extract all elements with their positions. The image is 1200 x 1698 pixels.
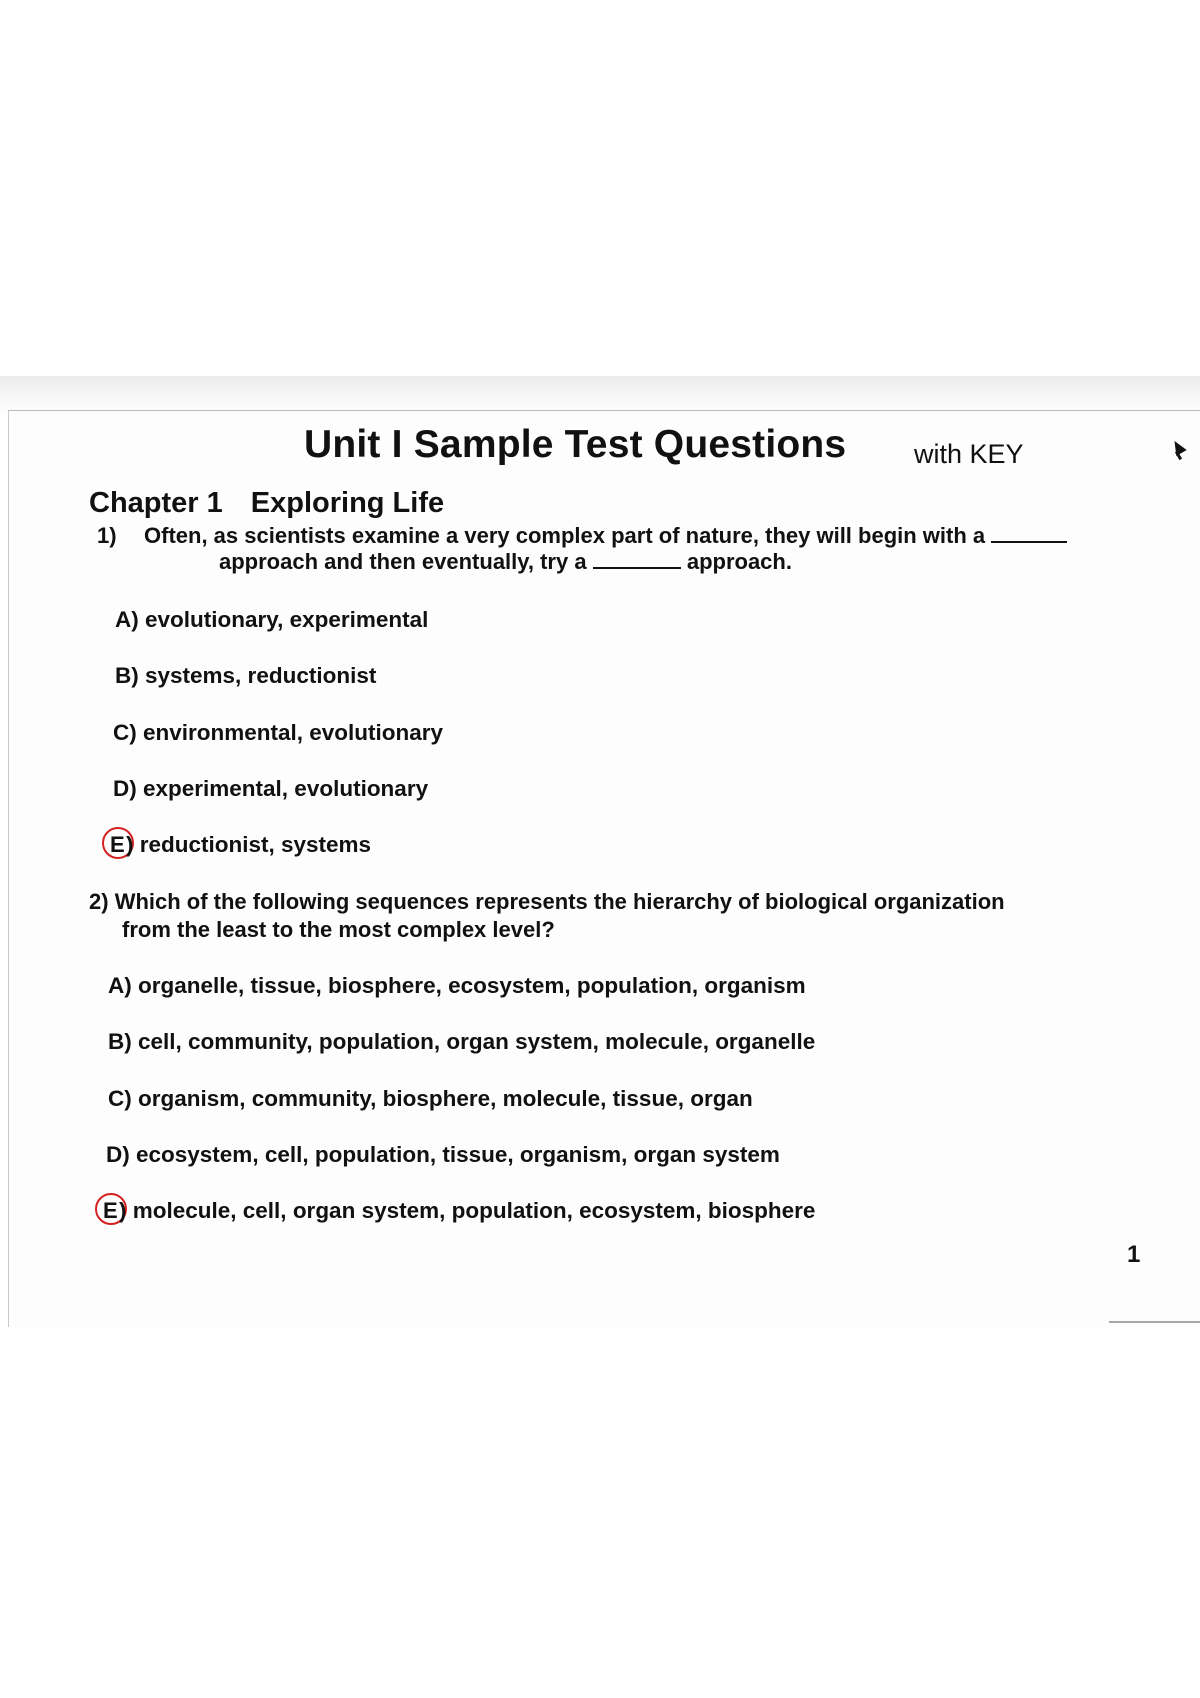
q1-option-c: C) environmental, evolutionary — [113, 720, 444, 745]
question-1-text-2a: approach and then eventually, try a — [219, 549, 587, 574]
q2-option-e: ) molecule, cell, organ system, population, ecosystem, biosphere — [119, 1198, 816, 1223]
q2-option-c: C) organism, community, biosphere, molecule, tissue, organ — [108, 1086, 753, 1111]
q2-option-a: A) organelle, tissue, biosphere, ecosystem, population, organism — [108, 973, 806, 998]
question-1-text-2b: approach. — [686, 549, 792, 574]
page-number: 1 — [1127, 1241, 1141, 1268]
question-1-number: 1) — [97, 523, 117, 548]
answer-blank-2 — [593, 549, 681, 569]
q1-option-a: A) evolutionary, experimental — [115, 607, 429, 632]
question-1-line2 — [219, 549, 792, 575]
q2-option-b: B) cell, community, population, organ system, molecule, organelle — [108, 1029, 816, 1054]
question-1-line1 — [144, 523, 1067, 549]
q1-option-d: D) experimental, evolutionary — [113, 776, 429, 801]
q1-option-e: ) reductionist, systems — [126, 832, 372, 857]
question-2-number: 2) — [89, 889, 109, 914]
q1-option-b: B) systems, reductionist — [115, 663, 377, 688]
question-2-line1 — [89, 889, 1005, 915]
q1-option-e-letter: E — [110, 832, 125, 857]
q2-option-d: D) ecosystem, cell, population, tissue, organism, organ system — [106, 1142, 780, 1167]
question-2-line2: from the least to the most complex level? — [122, 917, 555, 942]
bottom-rule — [1109, 1321, 1200, 1323]
slide-page — [8, 410, 1200, 1327]
question-2-text-1: Which of the following sequences represents the hierarchy of biological organization — [114, 889, 1005, 914]
chapter-number: Chapter 1 — [89, 487, 223, 519]
q2-option-e-letter: E — [103, 1198, 118, 1223]
page-subtitle: with KEY — [914, 439, 1024, 469]
question-1-text-1: Often, as scientists examine a very complex part of nature, they will begin with a — [144, 523, 986, 548]
page-title: Unit I Sample Test Questions — [304, 423, 847, 466]
chapter-heading — [89, 487, 444, 520]
answer-blank-1 — [991, 523, 1067, 543]
chapter-name: Exploring Life — [250, 487, 445, 519]
